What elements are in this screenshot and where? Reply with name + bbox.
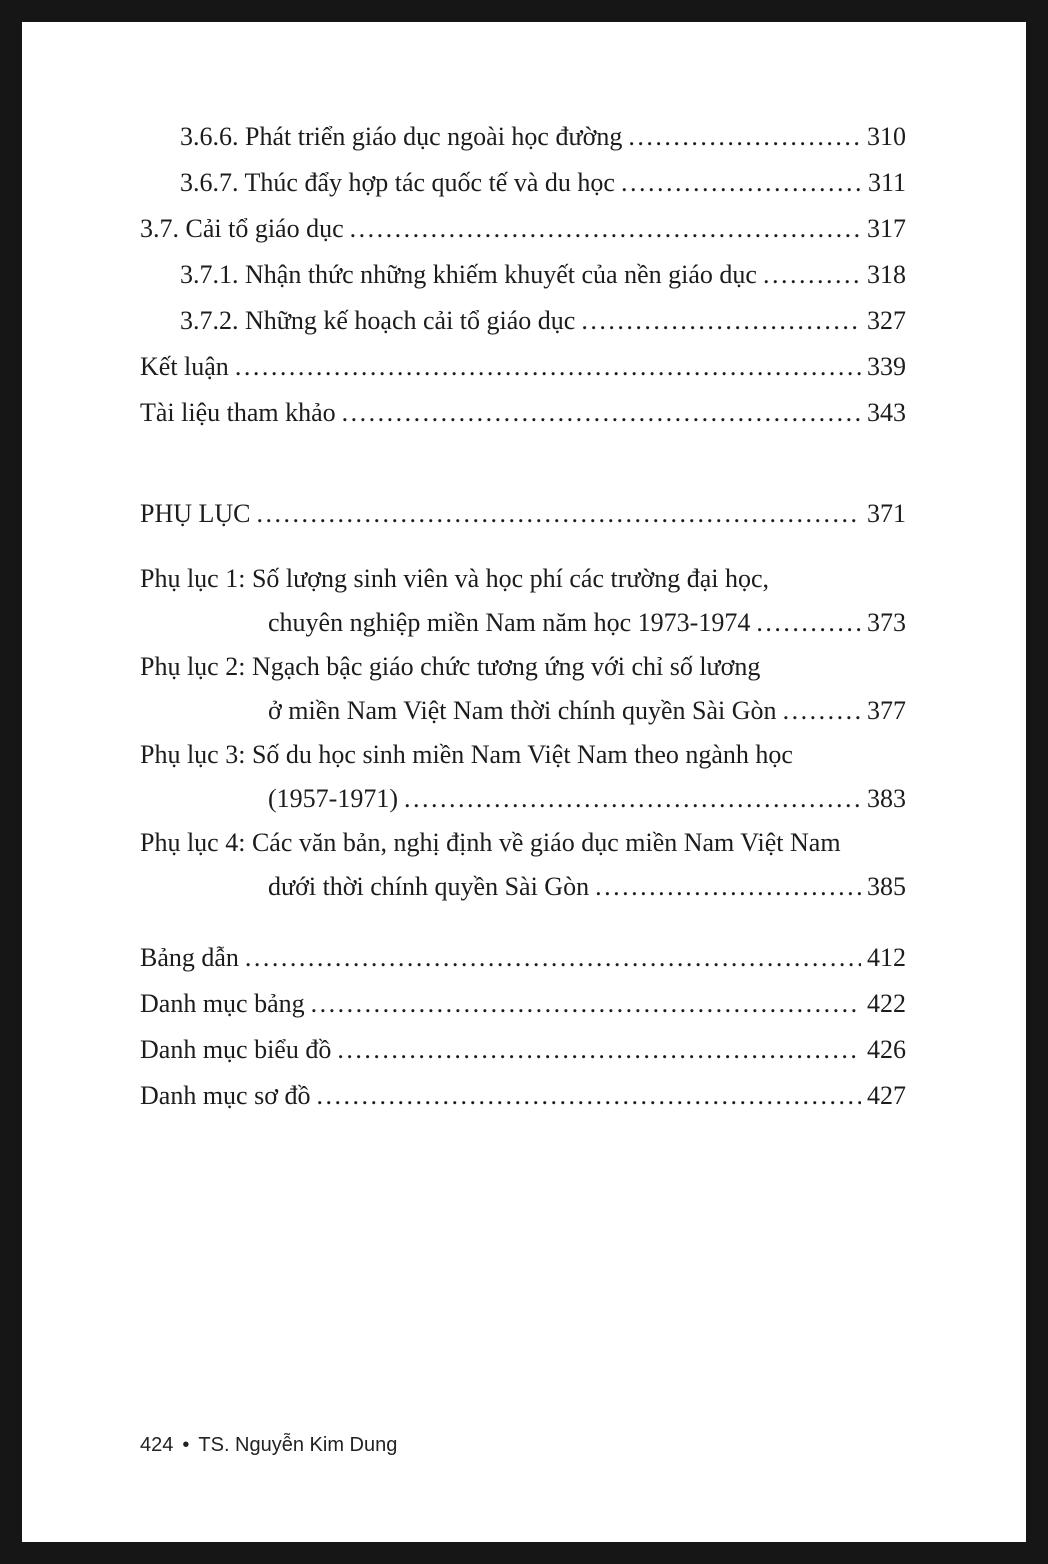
toc-entry-label-continuation: dưới thời chính quyền Sài Gòn <box>268 872 590 901</box>
toc-entry-label: Tài liệu tham khảo <box>140 398 336 427</box>
toc-entry <box>140 981 906 1027</box>
toc-entry-line1 <box>140 557 906 601</box>
dot-leader <box>595 865 861 909</box>
page-number: 383 <box>867 784 906 813</box>
book-page <box>22 22 1026 1542</box>
toc-entry <box>140 206 906 252</box>
toc-entry-label: 3.6.6. Phát triển giáo dục ngoài học đường <box>180 122 623 151</box>
toc-entry-label: Kết luận <box>140 352 229 381</box>
dot-leader <box>337 1027 861 1073</box>
toc-entry <box>140 252 906 298</box>
toc-entry <box>140 1027 906 1073</box>
toc-entry-line2 <box>140 689 906 733</box>
toc-appendix-entry <box>140 821 906 909</box>
page-number: 427 <box>867 1081 906 1110</box>
footer-author: TS. Nguyễn Kim Dung <box>198 1434 398 1456</box>
toc-entry-label: 3.7.1. Nhận thức những khiếm khuyết của nền giáo dục <box>180 260 757 289</box>
toc-entry <box>140 298 906 344</box>
toc-section-appendices <box>140 557 906 909</box>
dot-leader <box>257 491 861 537</box>
toc-entry-label: 3.6.7. Thúc đẩy hợp tác quốc tế và du học <box>180 168 615 197</box>
toc-entry <box>140 1073 906 1119</box>
dot-leader <box>581 298 861 344</box>
toc-entry-line2 <box>140 601 906 645</box>
page-number: 343 <box>867 398 906 427</box>
toc-entry-label: 3.7. Cải tổ giáo dục <box>140 214 344 243</box>
toc-entry-label: Danh mục sơ đồ <box>140 1081 311 1110</box>
toc-entry-label: Phụ lục 4: Các văn bản, nghị định về giáo dục miền Nam Việt Nam <box>140 828 841 857</box>
dot-leader <box>235 344 861 390</box>
dot-leader <box>350 206 861 252</box>
page-number: 426 <box>867 1035 906 1064</box>
page-number: 310 <box>867 122 906 151</box>
toc-entry-label: Bảng dẫn <box>140 943 239 972</box>
toc-entry-line2 <box>140 865 906 909</box>
dot-leader <box>311 981 861 1027</box>
page-number: 377 <box>867 696 906 725</box>
toc-entry-label-continuation: ở miền Nam Việt Nam thời chính quyền Sài Gòn <box>268 696 777 725</box>
footer-page-number: 424 <box>140 1434 174 1456</box>
dot-leader <box>621 160 862 206</box>
page-number: 371 <box>867 499 906 528</box>
page-number: 412 <box>867 943 906 972</box>
toc-entry-line1 <box>140 821 906 865</box>
toc-appendix-entry <box>140 733 906 821</box>
toc-entry-label: 3.7.2. Những kế hoạch cải tổ giáo dục <box>180 306 576 335</box>
toc-entry-line1 <box>140 733 906 777</box>
toc-entry-label: Phụ lục 1: Số lượng sinh viên và học phí các trường đại học, <box>140 564 770 593</box>
toc-entry-label: Phụ lục 2: Ngạch bậc giáo chức tương ứng với chỉ số lương <box>140 652 761 681</box>
toc-entry-label-continuation: (1957-1971) <box>268 784 398 813</box>
page-number: 339 <box>867 352 906 381</box>
toc-entry <box>140 344 906 390</box>
page-number: 317 <box>867 214 906 243</box>
dot-leader <box>245 935 861 981</box>
toc-entry <box>140 390 906 436</box>
toc-entry-label: Danh mục biểu đồ <box>140 1035 332 1064</box>
dot-leader <box>404 777 861 821</box>
page-number: 385 <box>867 872 906 901</box>
toc-appendix-entry <box>140 557 906 645</box>
page-number: 373 <box>867 608 906 637</box>
dot-leader <box>756 601 861 645</box>
toc-section-main <box>140 114 906 436</box>
dot-leader <box>316 1073 861 1119</box>
dot-leader <box>763 252 861 298</box>
dot-leader <box>783 689 861 733</box>
page-number: 311 <box>867 168 906 197</box>
toc-entry-label: Phụ lục 3: Số du học sinh miền Nam Việt Nam theo ngành học <box>140 740 793 769</box>
toc-entry <box>140 160 906 206</box>
page-footer <box>140 1434 397 1457</box>
dot-leader <box>342 390 861 436</box>
toc-entry <box>140 114 906 160</box>
page-number: 327 <box>867 306 906 335</box>
page-number: 318 <box>867 260 906 289</box>
dot-leader <box>628 114 861 160</box>
toc-section-lists <box>140 935 906 1119</box>
page-number: 422 <box>867 989 906 1018</box>
toc-entry-phu-luc-header <box>140 491 906 537</box>
toc-entry-label: Danh mục bảng <box>140 989 305 1018</box>
toc-entry-line1 <box>140 645 906 689</box>
toc-entry-line2 <box>140 777 906 821</box>
toc-entry-label: PHỤ LỤC <box>140 499 251 528</box>
toc-entry-label-continuation: chuyên nghiệp miền Nam năm học 1973-1974 <box>268 608 751 637</box>
toc-appendix-entry <box>140 645 906 733</box>
toc-entry <box>140 935 906 981</box>
footer-bullet: • <box>182 1434 190 1456</box>
